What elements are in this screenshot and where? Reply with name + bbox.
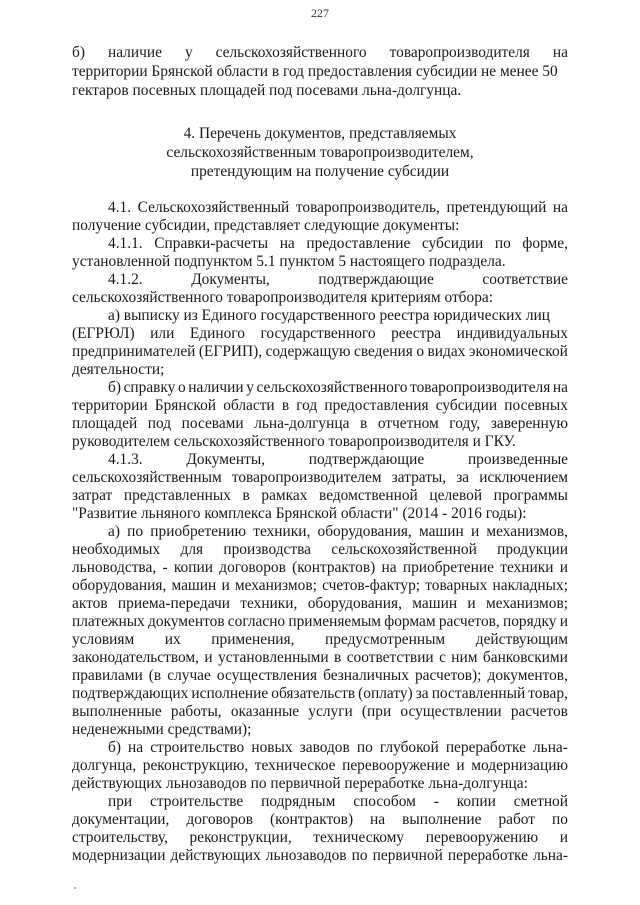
text-line: получение субсидии, представляет следующие документы: bbox=[72, 217, 460, 234]
word: товаропроизводителя bbox=[410, 379, 551, 396]
word: Брянской bbox=[154, 397, 217, 414]
word: Документы, bbox=[186, 451, 266, 468]
word: территории bbox=[72, 397, 148, 414]
text-line bbox=[72, 415, 568, 432]
word: 4.1.2. bbox=[108, 271, 143, 288]
text-line: неденежными средствами); bbox=[72, 721, 252, 738]
word: первичной bbox=[372, 847, 443, 864]
word: ведомственной bbox=[319, 487, 418, 504]
word: на bbox=[552, 199, 568, 216]
text-line bbox=[72, 343, 568, 360]
word: заверенную bbox=[490, 415, 568, 432]
word: по bbox=[552, 811, 568, 828]
word: правилами bbox=[72, 667, 143, 684]
word: у bbox=[246, 379, 254, 396]
text-line bbox=[72, 325, 568, 342]
word: оборудования, bbox=[72, 577, 167, 594]
word: (контрактов) bbox=[292, 559, 376, 576]
word: по bbox=[494, 235, 511, 252]
word: о bbox=[177, 379, 186, 396]
word: товаропроизводитель, bbox=[295, 199, 440, 216]
word: или bbox=[150, 325, 175, 342]
word: реконструкцию, bbox=[142, 757, 249, 774]
word: и bbox=[559, 613, 568, 630]
word: обязательств bbox=[271, 685, 356, 702]
text-line bbox=[108, 199, 568, 216]
word: долгунца, bbox=[72, 757, 137, 774]
word: строительстве bbox=[150, 793, 244, 810]
word: льноводства, bbox=[72, 559, 157, 576]
word: льна-долгунца bbox=[254, 415, 350, 432]
word: модернизацию bbox=[471, 757, 568, 774]
word: формам bbox=[384, 613, 436, 630]
text-line bbox=[72, 829, 568, 846]
word: посевных bbox=[504, 397, 568, 414]
word: подтверждающие bbox=[318, 271, 434, 288]
word: подтверждающих bbox=[72, 685, 189, 702]
word: их bbox=[164, 631, 181, 648]
text-line: действующих льнозаводов по первичной переработке льна-долгунца: bbox=[72, 775, 528, 792]
word: в bbox=[281, 397, 290, 414]
text-line bbox=[108, 523, 568, 540]
word: порядку bbox=[502, 613, 557, 630]
word: расчетов bbox=[510, 703, 568, 720]
word: содержащую bbox=[265, 343, 351, 360]
text-line: сельскохозяйственного товаропроизводителя критериям отбора: bbox=[72, 289, 493, 306]
word: на bbox=[279, 235, 295, 252]
word: (ЕГРИП), bbox=[198, 343, 263, 360]
word: техническому bbox=[313, 829, 405, 846]
word: счетов-фактур; bbox=[322, 577, 421, 594]
word: произведенные bbox=[467, 451, 568, 468]
word: по bbox=[351, 847, 368, 864]
word: сельскохозяйственной bbox=[331, 541, 477, 558]
word: индивидуальных bbox=[456, 325, 568, 342]
word: в bbox=[359, 415, 368, 432]
word: предоставления bbox=[324, 397, 429, 414]
word: за bbox=[456, 469, 470, 486]
word: затрат bbox=[72, 487, 113, 504]
word: форме, bbox=[522, 235, 568, 252]
word: машин bbox=[418, 523, 464, 540]
text-line bbox=[72, 44, 568, 61]
text-line bbox=[72, 541, 568, 558]
word: работ bbox=[498, 811, 536, 828]
word: в bbox=[242, 487, 250, 504]
word: предусмотренным bbox=[325, 631, 446, 648]
word: на bbox=[128, 739, 144, 756]
word: осуществления bbox=[216, 667, 318, 684]
word: экономической bbox=[468, 343, 568, 360]
word: затраты, bbox=[391, 469, 447, 486]
word: (ЕГРЮЛ) bbox=[72, 325, 135, 342]
word: накладных; bbox=[492, 577, 568, 594]
word: (в bbox=[148, 667, 162, 684]
word: области bbox=[223, 397, 275, 414]
word: и bbox=[204, 649, 213, 666]
word: договоров bbox=[186, 811, 254, 828]
word: исполнение bbox=[191, 685, 269, 702]
word: техники, bbox=[253, 523, 311, 540]
word: ним bbox=[451, 649, 478, 666]
word: наличии bbox=[188, 379, 244, 396]
word: услуги bbox=[308, 703, 353, 720]
word: б) bbox=[108, 379, 121, 396]
text-line: а) выписку из Единого государственного реестра юридических лиц bbox=[108, 307, 551, 324]
word: 4.1. bbox=[108, 199, 132, 216]
text-line bbox=[72, 577, 568, 594]
text-line bbox=[72, 595, 568, 612]
text-line bbox=[72, 469, 568, 486]
word: под bbox=[147, 415, 172, 432]
word: и bbox=[456, 757, 465, 774]
word: договоров bbox=[219, 559, 286, 576]
word: на bbox=[552, 379, 568, 396]
word: техники bbox=[500, 559, 554, 576]
word: с bbox=[439, 649, 446, 666]
word: государственного bbox=[260, 325, 376, 342]
word: на bbox=[370, 811, 386, 828]
word: льна- bbox=[533, 847, 568, 864]
word: Сельскохозяйственный bbox=[137, 199, 290, 216]
word: (при bbox=[361, 703, 392, 720]
word: переработке bbox=[447, 847, 528, 864]
word: сельскохозяйственным bbox=[72, 469, 222, 486]
word: - bbox=[162, 559, 168, 576]
word: на bbox=[381, 559, 397, 576]
text-line bbox=[72, 613, 568, 630]
word: при bbox=[108, 793, 133, 810]
word: претендующий bbox=[446, 199, 547, 216]
word: программы bbox=[493, 487, 568, 504]
text-line bbox=[108, 739, 568, 756]
word: законодательством, bbox=[72, 649, 200, 666]
word: сметной bbox=[513, 793, 568, 810]
word: осуществлении bbox=[400, 703, 502, 720]
word: и bbox=[467, 595, 476, 612]
word: о bbox=[416, 343, 425, 360]
word: заводов bbox=[299, 739, 350, 756]
word: субсидии bbox=[421, 235, 484, 252]
word: расчетов, bbox=[438, 613, 500, 630]
text-line bbox=[72, 757, 568, 774]
word: платежных bbox=[72, 613, 145, 630]
word: в bbox=[334, 649, 342, 666]
word: техническое bbox=[254, 757, 336, 774]
word: согласно bbox=[227, 613, 286, 630]
page-number: 227 bbox=[311, 6, 329, 20]
word: модернизации bbox=[72, 847, 166, 864]
word: год bbox=[296, 397, 318, 414]
word: механизмов, bbox=[486, 523, 568, 540]
word: - bbox=[433, 793, 439, 810]
word: Справки-расчеты bbox=[154, 235, 269, 252]
word: площадей bbox=[72, 415, 138, 432]
word: приобретение bbox=[402, 559, 494, 576]
section-heading-line: 4. Перечень документов, представляемых bbox=[183, 125, 457, 142]
word: действующих bbox=[170, 847, 261, 864]
word: товаропроизводителем bbox=[231, 469, 382, 486]
word: документации, bbox=[72, 811, 170, 828]
word: перевооружение bbox=[342, 757, 450, 774]
text-line bbox=[72, 811, 568, 828]
word: б) bbox=[72, 44, 85, 61]
word: посевами bbox=[181, 415, 244, 432]
text-line: деятельности; bbox=[72, 361, 165, 378]
word: оборудования, bbox=[317, 523, 412, 540]
word: новых bbox=[251, 739, 293, 756]
word: продукции bbox=[497, 541, 568, 558]
word: (контрактов) bbox=[270, 811, 354, 828]
word: и bbox=[559, 829, 568, 846]
word: соответствии bbox=[346, 649, 434, 666]
word: приобретению bbox=[150, 523, 247, 540]
word: реконструкции, bbox=[189, 829, 292, 846]
word: строительству, bbox=[72, 829, 168, 846]
text-line bbox=[72, 847, 568, 864]
word: сельскохозяйственного bbox=[256, 379, 408, 396]
text-line bbox=[72, 685, 568, 702]
text-line: гектаров посевных площадей под посевами льна-долгунца. bbox=[72, 82, 462, 99]
text-line bbox=[108, 451, 568, 468]
word: по bbox=[127, 523, 144, 540]
word: и bbox=[470, 523, 480, 540]
text-line bbox=[108, 379, 568, 396]
word: копии bbox=[173, 559, 213, 576]
text-line bbox=[108, 793, 568, 810]
text-line bbox=[72, 631, 568, 648]
word: банковскими bbox=[482, 649, 568, 666]
word: перевооружению bbox=[425, 829, 539, 846]
word: расчетов); bbox=[414, 667, 482, 684]
word: (оплату) bbox=[358, 685, 413, 702]
word: выполненные bbox=[72, 703, 162, 720]
word: копии bbox=[456, 793, 496, 810]
word: машин bbox=[412, 595, 458, 612]
word: машин bbox=[171, 577, 217, 594]
text-line: территории Брянской области в год предоставления субсидии не менее 50 bbox=[72, 63, 558, 80]
word: субсидии bbox=[435, 397, 498, 414]
word: сведения bbox=[354, 343, 413, 360]
word: Документы, bbox=[191, 271, 270, 288]
word: товаропроизводителя bbox=[389, 44, 530, 61]
word: сельскохозяйственного bbox=[215, 44, 367, 61]
word: подрядным bbox=[261, 793, 336, 810]
text-line bbox=[72, 667, 568, 684]
word: строительство bbox=[150, 739, 245, 756]
word: работы, bbox=[170, 703, 222, 720]
word: применяемым bbox=[288, 613, 382, 630]
word: условиям bbox=[72, 631, 135, 648]
word: действующим bbox=[475, 631, 568, 648]
section-heading-line: сельскохозяйственным товаропроизводителем, bbox=[166, 144, 474, 161]
word: рамках bbox=[261, 487, 308, 504]
word: подтверждающие bbox=[308, 451, 425, 468]
word: исключением bbox=[479, 469, 568, 486]
text-line: "Развитие льняного комплекса Брянской области" (2014 - 2016 годы): bbox=[72, 505, 527, 522]
word: для bbox=[180, 541, 204, 558]
word: переработке bbox=[445, 739, 526, 756]
word: поставленный bbox=[431, 685, 526, 702]
text-line bbox=[72, 487, 568, 504]
word: случае bbox=[167, 667, 211, 684]
word: предоставление bbox=[306, 235, 411, 252]
word: за bbox=[415, 685, 429, 702]
word: целевой bbox=[429, 487, 483, 504]
word: глубокой bbox=[379, 739, 439, 756]
text-line: руководителем сельскохозяйственного товаропроизводителя и ГКУ. bbox=[72, 433, 516, 450]
word: предпринимателей bbox=[72, 343, 196, 360]
word: б) bbox=[108, 739, 121, 756]
word: на bbox=[552, 44, 568, 61]
word: отчетном bbox=[377, 415, 439, 432]
word: документов bbox=[148, 613, 225, 630]
word: справку bbox=[123, 379, 176, 396]
text-line bbox=[108, 235, 568, 252]
word: документов, bbox=[487, 667, 568, 684]
word: соответствие bbox=[482, 271, 568, 288]
word: оборудования, bbox=[307, 595, 402, 612]
word: Единого bbox=[189, 325, 245, 342]
word: техники, bbox=[240, 595, 298, 612]
word: способом bbox=[353, 793, 416, 810]
word: и bbox=[221, 577, 230, 594]
word: приема-передачи bbox=[117, 595, 230, 612]
word: и bbox=[559, 559, 568, 576]
word: необходимых bbox=[72, 541, 161, 558]
word: у bbox=[184, 44, 193, 61]
text-line bbox=[72, 649, 568, 666]
word: оказанные bbox=[230, 703, 300, 720]
word: по bbox=[356, 739, 373, 756]
text-line bbox=[72, 559, 568, 576]
word: льна- bbox=[533, 739, 568, 756]
scan-speck bbox=[74, 887, 76, 889]
word: производства bbox=[223, 541, 311, 558]
word: механизмов; bbox=[485, 595, 568, 612]
word: видах bbox=[427, 343, 466, 360]
word: году, bbox=[449, 415, 481, 432]
word: применения, bbox=[211, 631, 295, 648]
text-line bbox=[72, 397, 568, 414]
word: 4.1.1. bbox=[108, 235, 143, 252]
word: наличие bbox=[107, 44, 162, 61]
word: льнозаводов bbox=[265, 847, 347, 864]
text-line: установленной подпунктом 5.1 пунктом 5 настоящего подраздела. bbox=[72, 253, 506, 270]
word: представленных bbox=[123, 487, 231, 504]
word: 4.1.3. bbox=[108, 451, 143, 468]
text-line bbox=[72, 703, 568, 720]
word: товарных bbox=[425, 577, 488, 594]
word: товар, bbox=[528, 685, 568, 702]
word: установленными bbox=[218, 649, 329, 666]
word: актов bbox=[72, 595, 108, 612]
section-heading-line: претендующим на получение субсидии bbox=[190, 163, 450, 180]
word: выполнение bbox=[402, 811, 482, 828]
word: безналичных bbox=[323, 667, 409, 684]
text-line bbox=[108, 271, 568, 288]
word: механизмов; bbox=[234, 577, 317, 594]
word: а) bbox=[108, 523, 120, 540]
word: реестра bbox=[391, 325, 442, 342]
